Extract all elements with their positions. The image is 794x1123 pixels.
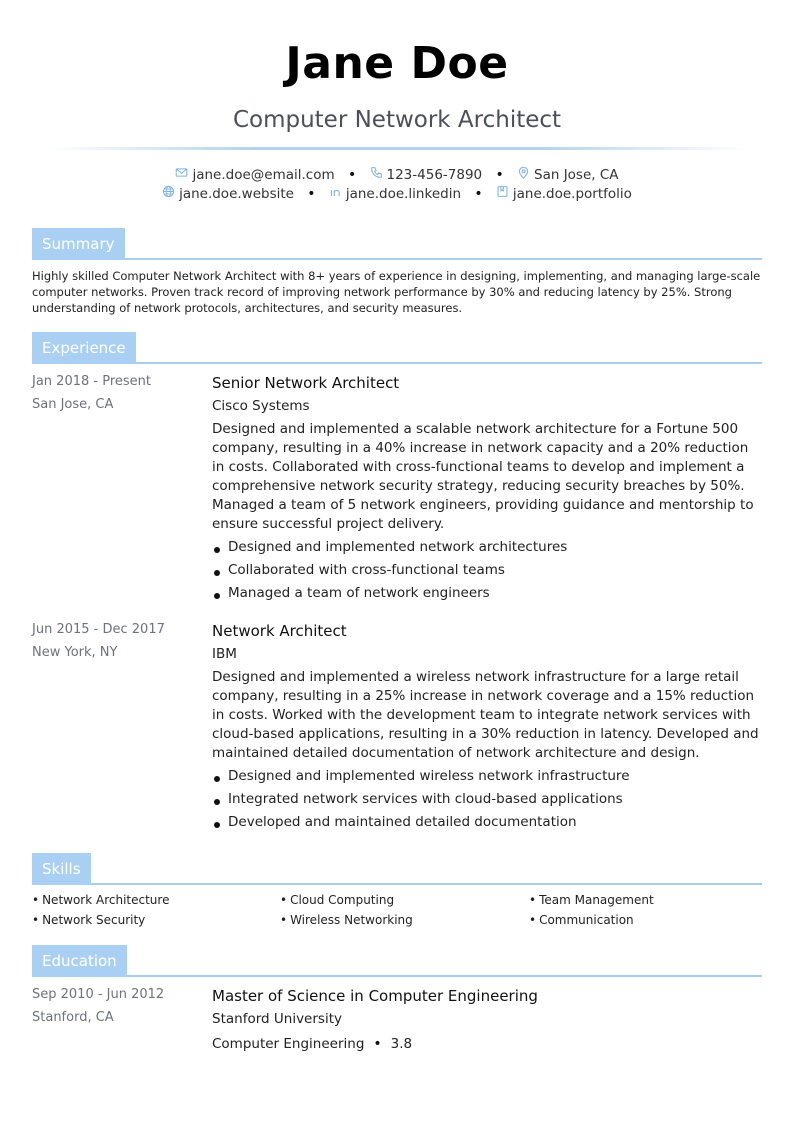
mail-icon [175,166,188,183]
list-item: Managed a team of network engineers [212,584,762,607]
education-degree: Master of Science in Computer Engineering [212,987,538,1005]
phone-contact[interactable] [370,166,483,183]
header-divider [45,147,749,150]
list-item: Collaborated with cross-functional teams [212,561,762,584]
contact-row-secondary [0,185,794,202]
portfolio-text: jane.doe.portfolio [512,185,632,202]
contact-separator: • [307,185,316,202]
list-item: Integrated network services with cloud-based applications [212,790,762,813]
skills-section-header [32,853,762,885]
education-gpa: 3.8 [390,1036,413,1052]
summary-heading: Summary [32,228,125,260]
contact-separator: • [474,185,483,202]
education-section-header [32,945,762,977]
phone-icon [370,166,383,183]
bookmark-icon [496,185,509,202]
website-contact[interactable] [162,185,294,202]
list-item: Designed and implemented network architectures [212,538,762,561]
skill-item: • Communication [529,913,634,927]
job-location: San Jose, CA [32,397,114,412]
location-pin-icon [517,166,530,183]
contact-separator: • [495,166,504,183]
skill-item: • Cloud Computing [280,893,394,907]
job-role: Senior Network Architect [212,374,400,392]
phone-text: 123-456-7890 [386,166,483,183]
list-item: Designed and implemented wireless network infrastructure [212,767,762,790]
job-dates: Jun 2015 - Dec 2017 [32,622,165,637]
contact-separator: • [347,166,357,183]
contact-row-primary [0,166,794,183]
skill-item: • Network Security [32,913,145,927]
skill-item: • Team Management [529,893,654,907]
education-dates: Sep 2010 - Jun 2012 [32,987,165,1002]
job-title: Computer Network Architect [232,107,562,133]
summary-section-header [32,228,762,260]
job-location: New York, NY [32,645,118,660]
job-company: Cisco Systems [212,398,310,414]
list-item: Developed and maintained detailed documentation [212,813,762,836]
education-field: Computer Engineering [212,1036,365,1052]
job-dates: Jan 2018 - Present [32,374,151,389]
education-separator: • [373,1036,382,1052]
location-text: San Jose, CA [534,166,619,183]
experience-section-header [32,332,762,364]
experience-heading: Experience [32,332,136,364]
education-school: Stanford University [212,1011,342,1027]
skill-item: • Network Architecture [32,893,169,907]
website-text: jane.doe.website [179,185,294,202]
candidate-name: Jane Doe [285,38,509,89]
location-contact [517,166,619,183]
job-company: IBM [212,646,237,662]
skill-item: • Wireless Networking [280,913,413,927]
portfolio-contact[interactable] [496,185,632,202]
globe-icon [162,185,175,202]
job-description: Designed and implemented a scalable network architecture for a Fortune 500 company, resulting in a 40% increase in network capacity and a 20% reduction in costs. Collaborated with cross-functional teams to develop and implement a comprehensive network security strategy, reducing security breaches by 50%. Managed a team of 5 network engineers, providing guidance and mentorship to ensure successful project delivery. [212,421,754,532]
email-text: jane.doe@email.com [192,166,335,183]
job-role: Network Architect [212,622,347,640]
education-heading: Education [32,945,127,977]
skills-heading: Skills [32,853,91,885]
education-location: Stanford, CA [32,1010,114,1025]
job-description: Designed and implemented a wireless network infrastructure for a large retail company, resulting in a 25% increase in network coverage and a 15% reduction in costs. Worked with the development team to integrate network services with cloud-based applications, resulting in a 30% reduction in latency. Developed and maintained detailed documentation of network architecture and design. [212,669,759,761]
job-highlights [212,538,762,607]
email-contact[interactable] [175,166,334,183]
summary-text: Highly skilled Computer Network Architect with 8+ years of experience in designing, implementing, and managing large-scale computer networks. Proven track record of improving network performance by 30% and reducing latency by 25%. Strong understanding of network protocols, architectures, and security measures. [32,269,761,315]
linkedin-icon [329,185,342,202]
linkedin-text: jane.doe.linkedin [345,185,462,202]
job-highlights [212,767,762,836]
education-details [212,1033,762,1056]
linkedin-contact[interactable] [329,185,461,202]
